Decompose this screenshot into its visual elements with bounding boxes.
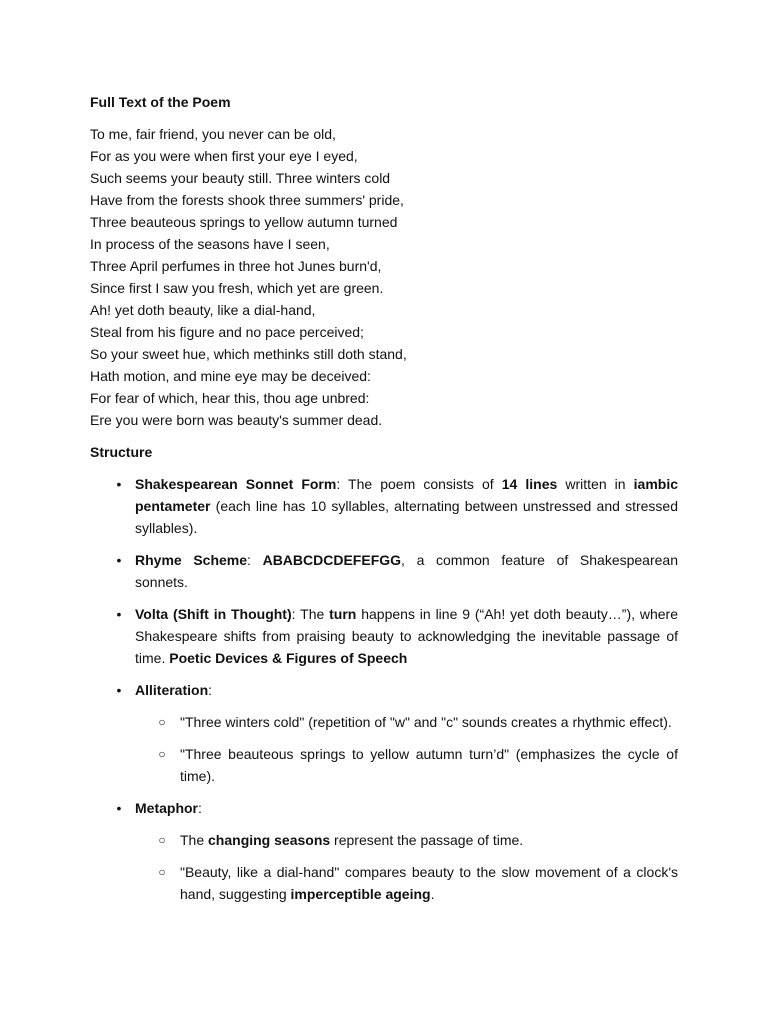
poem-title: Full Text of the Poem	[90, 94, 231, 110]
bullet-icon: •	[116, 800, 122, 816]
volta-text: : The	[291, 606, 330, 622]
poem-line: Have from the forests shook three summers' pride,	[90, 192, 404, 208]
sonnet-form-text: (each line has 10 syllables, alternating between unstressed and stressed syllables).	[135, 498, 678, 536]
rhyme-scheme-text: , a common feature of Shakespearean sonnets.	[135, 552, 678, 590]
alliteration-colon: :	[208, 682, 213, 698]
metaphor-text: .	[430, 886, 435, 902]
poem-line: Such seems your beauty still. Three winters cold	[90, 170, 391, 186]
poem-line: For fear of which, hear this, thou age unbred:	[90, 390, 370, 406]
bullet-icon: •	[116, 552, 122, 568]
sonnet-form-text: : The poem consists of	[336, 476, 502, 492]
document-content	[90, 91, 678, 915]
metaphor-label: Metaphor	[135, 800, 198, 816]
sub-list-item	[135, 861, 678, 905]
metaphor-text: "Beauty, like a dial-hand" compares beauty to the slow movement of a clock's hand, suggesting	[180, 864, 678, 902]
poem-line: Three beauteous springs to yellow autumn turned	[90, 214, 398, 230]
sub-list-item	[135, 829, 678, 851]
metaphor-colon: :	[198, 800, 202, 816]
poem-line: Steal from his figure and no pace perceived;	[90, 324, 364, 340]
volta-label: Volta (Shift in Thought)	[135, 606, 292, 622]
volta-bold: turn	[329, 606, 357, 622]
list-item-sonnet-form	[90, 473, 678, 539]
volta-text: happens in line 9 (“Ah! yet doth beauty…”), where Shakespeare shifts from praising beauty to acknowledging the inevitable passage of time.	[135, 606, 678, 666]
metaphor-bold: imperceptible ageing	[290, 886, 431, 902]
poem-line: So your sweet hue, which methinks still doth stand,	[90, 346, 407, 362]
structure-heading: Structure	[90, 444, 153, 460]
alliteration-example: "Three winters cold" (repetition of "w" and "c" sounds creates a rhythmic effect).	[180, 714, 672, 730]
list-item-rhyme-scheme	[90, 549, 678, 593]
sub-list-item	[135, 711, 678, 733]
list-item-alliteration	[90, 679, 678, 787]
poem-line: Three April perfumes in three hot Junes burn'd,	[90, 258, 382, 274]
circle-bullet-icon: ○	[158, 865, 166, 879]
poem-text	[90, 123, 678, 431]
poem-line: For as you were when first your eye I eyed,	[90, 148, 358, 164]
alliteration-sublist	[135, 711, 678, 787]
alliteration-example: "Three beauteous springs to yellow autumn turn’d" (emphasizes the cycle of time).	[180, 746, 678, 784]
sonnet-form-label: Shakespearean Sonnet Form	[135, 476, 337, 492]
poem-line: Ah! yet doth beauty, like a dial-hand,	[90, 302, 316, 318]
rhyme-scheme-value: ABABCDCDEFEFGG	[262, 552, 402, 568]
list-item-volta	[90, 603, 678, 669]
bullet-icon: •	[116, 682, 122, 698]
circle-bullet-icon: ○	[158, 747, 166, 761]
sonnet-form-text: written in	[557, 476, 634, 492]
poem-line: Since first I saw you fresh, which yet are green.	[90, 280, 384, 296]
alliteration-label: Alliteration	[135, 682, 209, 698]
poem-line: In process of the seasons have I seen,	[90, 236, 330, 252]
poem-line: To me, fair friend, you never can be old,	[90, 126, 336, 142]
bullet-icon: •	[116, 606, 122, 622]
poem-line: Hath motion, and mine eye may be deceived:	[90, 368, 371, 384]
circle-bullet-icon: ○	[158, 715, 166, 729]
poem-line: Ere you were born was beauty's summer dead.	[90, 412, 383, 428]
structure-list	[90, 473, 678, 905]
sonnet-form-bold: iambic pentameter	[135, 476, 679, 514]
list-item-metaphor	[90, 797, 678, 905]
rhyme-scheme-text: :	[247, 552, 263, 568]
poetic-devices-heading: Poetic Devices & Figures of Speech	[169, 650, 408, 666]
bullet-icon: •	[116, 476, 122, 492]
metaphor-bold: changing seasons	[208, 832, 331, 848]
sonnet-form-bold: 14 lines	[501, 476, 558, 492]
metaphor-text: represent the passage of time.	[330, 832, 524, 848]
sub-list-item	[135, 743, 678, 787]
circle-bullet-icon: ○	[158, 833, 166, 847]
metaphor-sublist	[135, 829, 678, 905]
metaphor-text: The	[180, 832, 209, 848]
rhyme-scheme-label: Rhyme Scheme	[135, 552, 248, 568]
